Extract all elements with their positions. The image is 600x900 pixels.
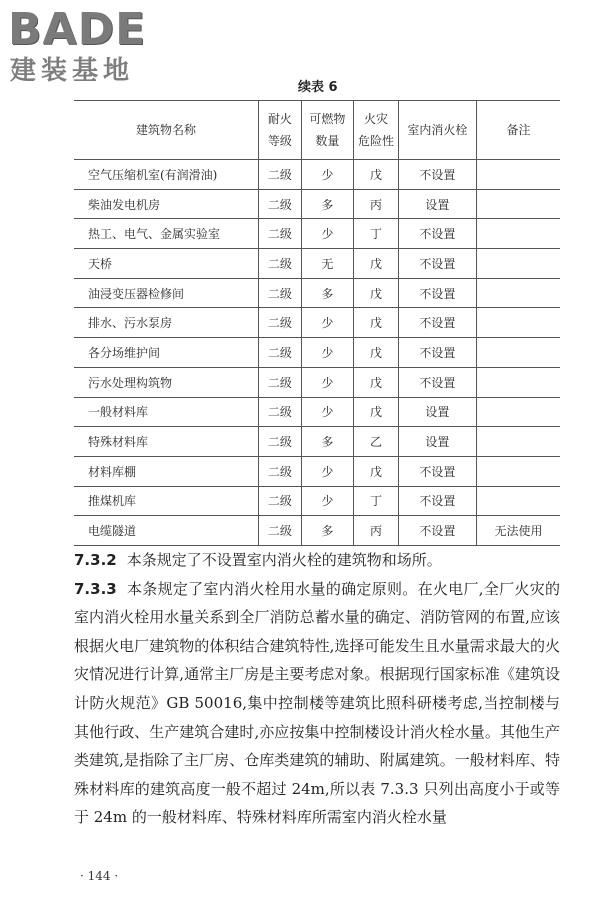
cell-remarks: [476, 367, 560, 397]
table-row: [74, 486, 560, 516]
cell-remarks: [476, 338, 560, 368]
cell-combustible-amount: 少: [301, 456, 353, 486]
clause-7-3-2: [74, 546, 560, 575]
cell-indoor-hydrant: 不设置: [398, 308, 476, 338]
table-title: 续表 6: [298, 80, 338, 95]
cell-fire-resistance: 二级: [259, 219, 302, 249]
cell-building-name: 热工、电气、金属实验室: [74, 219, 259, 249]
clause-text-block: [74, 546, 560, 832]
table-row: [74, 308, 560, 338]
cell-fire-resistance: 二级: [259, 249, 302, 279]
cell-building-name: 一般材料库: [74, 397, 259, 427]
clause-number: 7.3.2: [74, 551, 117, 569]
cell-building-name: 各分场维护间: [74, 338, 259, 368]
table-row: [74, 367, 560, 397]
cell-fire-hazard: 乙: [354, 427, 399, 457]
header-fire-resistance: 耐火 等级: [259, 101, 302, 160]
cell-combustible-amount: 少: [301, 160, 353, 190]
cell-indoor-hydrant: 不设置: [398, 160, 476, 190]
cell-fire-hazard: 戊: [354, 367, 399, 397]
table-row: [74, 397, 560, 427]
cell-fire-hazard: 丁: [354, 486, 399, 516]
cell-fire-resistance: 二级: [259, 338, 302, 368]
table-row: [74, 338, 560, 368]
cell-fire-resistance: 二级: [259, 160, 302, 190]
cell-fire-resistance: 二级: [259, 367, 302, 397]
fire-hydrant-table: [74, 100, 560, 546]
cell-remarks: [476, 397, 560, 427]
cell-combustible-amount: 少: [301, 486, 353, 516]
cell-building-name: 天桥: [74, 249, 259, 279]
cell-building-name: 空气压缩机室(有润滑油): [74, 160, 259, 190]
cell-remarks: [476, 456, 560, 486]
cell-indoor-hydrant: 不设置: [398, 338, 476, 368]
cell-combustible-amount: 少: [301, 219, 353, 249]
table-row: [74, 249, 560, 279]
table-row: [74, 219, 560, 249]
cell-fire-resistance: 二级: [259, 189, 302, 219]
cell-fire-hazard: 戊: [354, 160, 399, 190]
cell-fire-resistance: 二级: [259, 278, 302, 308]
cell-remarks: [476, 160, 560, 190]
cell-remarks: [476, 219, 560, 249]
bade-logo: [8, 4, 178, 90]
cell-indoor-hydrant: 设置: [398, 189, 476, 219]
cell-indoor-hydrant: 设置: [398, 397, 476, 427]
header-building-name: 建筑物名称: [74, 101, 259, 160]
clause-7-3-3: [74, 575, 560, 832]
header-indoor-hydrant: 室内消火栓: [398, 101, 476, 160]
table-row: [74, 160, 560, 190]
clause-body: 本条规定了室内消火栓用水量的确定原则。在火电厂,全厂火灾的室内消火栓用水量关系到全厂消防总蓄水量的确定、消防管网的布置,应该根据火电厂建筑物的体积结合建筑特性,选择可能发生且水量需求最大的火灾情况进行计算,通常主厂房是主要考虑对象。根据现行国家标准《建筑设计防火规范》GB 50016,集中控制楼等建筑比照科研楼考虑,当控制楼与其他行政、生产建筑合建时,亦应按集中控制楼设计消火栓水量。其他生产类建筑,是指除了主厂房、仓库类建筑的辅助、附属建筑。一般材料库、特殊材料库的建筑高度一般不超过 24m,所以表 7.3.3 只列出高度小于或等于 24m 的一般材料库、特殊材料库所需室内消火栓水量: [74, 579, 560, 827]
cell-remarks: [476, 486, 560, 516]
cell-remarks: [476, 278, 560, 308]
logo-brand: BADE: [8, 4, 147, 55]
cell-building-name: 推煤机库: [74, 486, 259, 516]
cell-combustible-amount: 多: [301, 427, 353, 457]
cell-fire-hazard: 戊: [354, 456, 399, 486]
cell-indoor-hydrant: 不设置: [398, 367, 476, 397]
cell-indoor-hydrant: 不设置: [398, 516, 476, 546]
cell-combustible-amount: 少: [301, 308, 353, 338]
header-fire-hazard: 火灾 危险性: [354, 101, 399, 160]
cell-indoor-hydrant: 不设置: [398, 278, 476, 308]
cell-indoor-hydrant: 不设置: [398, 456, 476, 486]
cell-combustible-amount: 无: [301, 249, 353, 279]
cell-fire-hazard: 丙: [354, 516, 399, 546]
cell-building-name: 特殊材料库: [74, 427, 259, 457]
table-body: [74, 160, 560, 546]
clause-number: 7.3.3: [74, 579, 117, 598]
cell-indoor-hydrant: 不设置: [398, 249, 476, 279]
cell-fire-resistance: 二级: [259, 308, 302, 338]
page-number: · 144 ·: [80, 869, 119, 883]
cell-combustible-amount: 少: [301, 338, 353, 368]
table-header-row: [74, 101, 560, 160]
cell-fire-hazard: 戊: [354, 338, 399, 368]
cell-building-name: 柴油发电机房: [74, 189, 259, 219]
cell-fire-hazard: 戊: [354, 249, 399, 279]
cell-indoor-hydrant: 不设置: [398, 219, 476, 249]
cell-fire-hazard: 丁: [354, 219, 399, 249]
table-row: [74, 427, 560, 457]
header-combustible-amount: 可燃物 数量: [301, 101, 353, 160]
cell-fire-hazard: 戊: [354, 278, 399, 308]
cell-fire-resistance: 二级: [259, 397, 302, 427]
header-remarks: 备注: [476, 101, 560, 160]
logo-subtitle: 建装基地: [10, 56, 135, 86]
cell-building-name: 电缆隧道: [74, 516, 259, 546]
cell-fire-resistance: 二级: [259, 486, 302, 516]
cell-remarks: 无法使用: [476, 516, 560, 546]
cell-remarks: [476, 189, 560, 219]
table-row: [74, 278, 560, 308]
cell-fire-resistance: 二级: [259, 516, 302, 546]
cell-fire-hazard: 戊: [354, 308, 399, 338]
clause-body: 本条规定了不设置室内消火栓的建筑物和场所。: [126, 551, 442, 569]
table-row: [74, 456, 560, 486]
cell-building-name: 材料库棚: [74, 456, 259, 486]
table-row: [74, 516, 560, 546]
cell-indoor-hydrant: 设置: [398, 427, 476, 457]
cell-combustible-amount: 少: [301, 397, 353, 427]
cell-combustible-amount: 多: [301, 516, 353, 546]
cell-fire-hazard: 丙: [354, 189, 399, 219]
table-row: [74, 189, 560, 219]
cell-combustible-amount: 少: [301, 367, 353, 397]
cell-building-name: 油浸变压器检修间: [74, 278, 259, 308]
cell-combustible-amount: 多: [301, 278, 353, 308]
cell-fire-resistance: 二级: [259, 456, 302, 486]
cell-combustible-amount: 多: [301, 189, 353, 219]
cell-remarks: [476, 427, 560, 457]
cell-building-name: 排水、污水泵房: [74, 308, 259, 338]
cell-indoor-hydrant: 不设置: [398, 486, 476, 516]
cell-fire-hazard: 戊: [354, 397, 399, 427]
cell-remarks: [476, 249, 560, 279]
cell-building-name: 污水处理构筑物: [74, 367, 259, 397]
cell-fire-resistance: 二级: [259, 427, 302, 457]
cell-remarks: [476, 308, 560, 338]
